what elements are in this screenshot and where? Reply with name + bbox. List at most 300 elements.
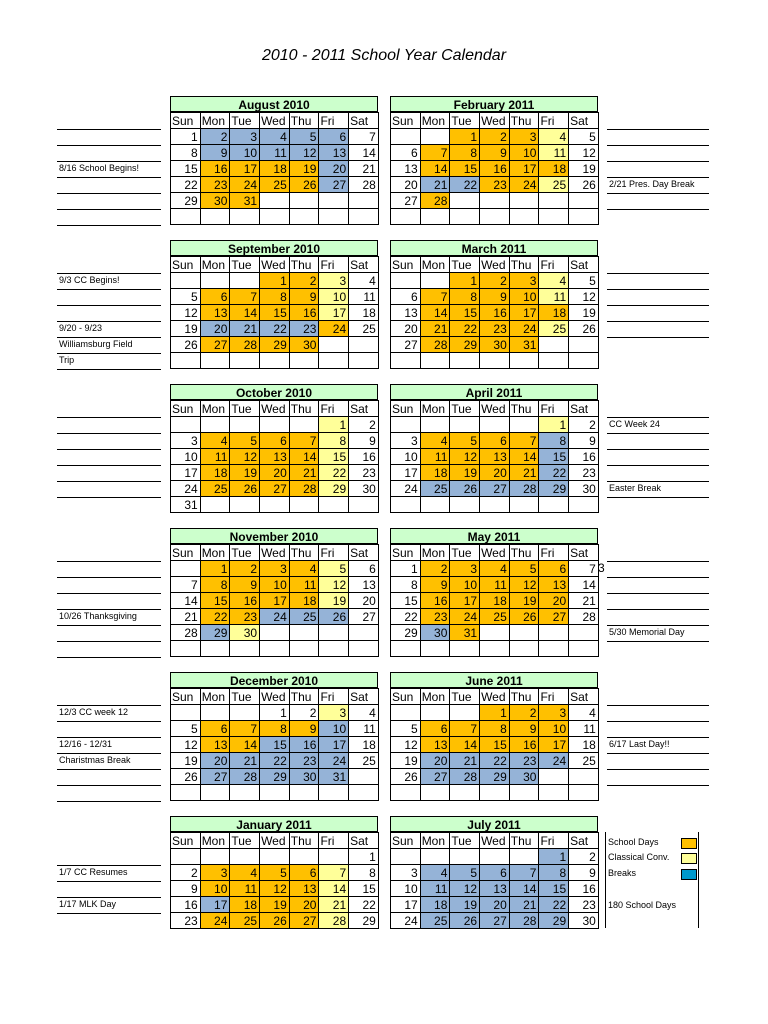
empty-cell (349, 193, 379, 209)
empty-cell (569, 337, 599, 353)
day-cell: 10 (509, 289, 539, 305)
empty-cell (569, 785, 599, 801)
day-cell: 1 (450, 273, 480, 289)
day-cell: 21 (569, 593, 599, 609)
day-cell: 13 (319, 145, 349, 161)
day-cell: 12 (569, 145, 599, 161)
day-cell: 22 (349, 897, 379, 913)
legend-classical-conv-swatch (681, 853, 697, 864)
weekday-label: Mon (200, 113, 230, 129)
day-cell: 15 (260, 737, 290, 753)
day-cell: 9 (289, 721, 319, 737)
empty-cell (480, 785, 510, 801)
legend-school-days-swatch (681, 838, 697, 849)
empty-cell (319, 625, 349, 641)
day-cell: 7 (349, 129, 379, 145)
month-header: March 2011 (390, 240, 598, 256)
note-thanksgiving: 10/26 Thanksgiving (59, 611, 137, 621)
empty-cell (420, 273, 450, 289)
month-grid (170, 400, 379, 513)
day-cell: 25 (420, 913, 450, 929)
weekday-label: Sun (171, 257, 201, 273)
day-cell: 15 (319, 449, 349, 465)
month-grid (390, 400, 599, 513)
week-row (171, 865, 379, 881)
empty-cell (539, 769, 569, 785)
weekday-label: Thu (289, 401, 319, 417)
week-row (171, 161, 379, 177)
legend-school-days-label: School Days (608, 837, 659, 847)
weekday-label: Thu (509, 401, 539, 417)
month-june-2011 (390, 672, 598, 801)
day-cell: 30 (349, 481, 379, 497)
empty-cell (289, 641, 319, 657)
day-cell: 17 (230, 161, 260, 177)
note-school-begins: 8/16 School Begins! (59, 163, 140, 173)
weekday-label: Tue (450, 689, 480, 705)
day-cell: 14 (569, 577, 599, 593)
day-cell: 15 (391, 593, 421, 609)
weekday-label: Fri (319, 545, 349, 561)
week-row (391, 849, 599, 865)
empty-cell (509, 641, 539, 657)
empty-cell (420, 353, 450, 369)
empty-cell (349, 209, 379, 225)
weekday-label: Tue (450, 545, 480, 561)
day-cell: 14 (349, 145, 379, 161)
day-cell: 5 (569, 273, 599, 289)
day-cell: 19 (509, 593, 539, 609)
day-cell: 16 (171, 897, 201, 913)
day-cell: 21 (420, 177, 450, 193)
day-cell: 4 (539, 129, 569, 145)
day-cell: 29 (349, 913, 379, 929)
day-cell: 14 (230, 305, 260, 321)
day-cell: 3 (171, 433, 201, 449)
day-cell: 15 (171, 161, 201, 177)
day-cell: 25 (349, 321, 379, 337)
month-march-2011 (390, 240, 598, 369)
weekday-label: Sat (349, 113, 379, 129)
month-grid (170, 832, 379, 929)
day-cell: 7 (509, 865, 539, 881)
week-row (391, 609, 599, 625)
weekday-label: Wed (480, 401, 510, 417)
note-mlk-day: 1/17 MLK Day (59, 899, 117, 909)
day-cell: 7 (420, 145, 450, 161)
week-row (171, 289, 379, 305)
empty-cell (171, 417, 201, 433)
day-cell: 29 (539, 913, 569, 929)
day-cell: 17 (260, 593, 290, 609)
day-cell: 25 (260, 177, 290, 193)
weekday-label: Mon (420, 113, 450, 129)
day-cell: 5 (450, 865, 480, 881)
empty-cell (450, 641, 480, 657)
day-cell: 3 (450, 561, 480, 577)
empty-cell (230, 209, 260, 225)
weekday-label: Fri (539, 257, 569, 273)
week-row (391, 577, 599, 593)
weekday-label: Sat (349, 401, 379, 417)
empty-cell (391, 417, 421, 433)
empty-cell (349, 769, 379, 785)
empty-cell (319, 353, 349, 369)
day-cell: 9 (200, 145, 230, 161)
empty-cell (480, 209, 510, 225)
month-header: August 2010 (170, 96, 378, 112)
day-cell: 26 (230, 481, 260, 497)
day-cell: 1 (450, 129, 480, 145)
day-cell: 5 (569, 129, 599, 145)
day-cell: 27 (391, 337, 421, 353)
day-cell: 17 (391, 465, 421, 481)
weekday-label: Fri (319, 689, 349, 705)
day-cell: 8 (260, 289, 290, 305)
weekday-label: Thu (289, 545, 319, 561)
day-cell: 18 (539, 305, 569, 321)
day-cell: 11 (289, 577, 319, 593)
day-cell: 22 (391, 609, 421, 625)
week-row (171, 449, 379, 465)
day-cell: 10 (200, 881, 230, 897)
weekday-label: Thu (289, 689, 319, 705)
week-row (171, 481, 379, 497)
day-cell: 27 (391, 193, 421, 209)
day-cell: 14 (509, 449, 539, 465)
day-cell: 12 (230, 449, 260, 465)
day-cell: 13 (420, 737, 450, 753)
empty-cell (569, 769, 599, 785)
day-cell: 11 (539, 289, 569, 305)
day-cell: 5 (450, 433, 480, 449)
empty-cell (450, 209, 480, 225)
day-cell: 28 (171, 625, 201, 641)
weekday-label: Fri (319, 833, 349, 849)
day-cell: 3 (230, 129, 260, 145)
note-cc-week-24: CC Week 24 (609, 419, 660, 429)
legend-total-label: 180 School Days (608, 900, 677, 910)
empty-cell (539, 353, 569, 369)
day-cell: 23 (230, 609, 260, 625)
day-cell: 18 (420, 465, 450, 481)
day-cell: 28 (230, 769, 260, 785)
day-cell: 10 (171, 449, 201, 465)
weekday-label: Wed (480, 689, 510, 705)
note-presidents-day: 2/21 Pres. Day Break (609, 179, 695, 189)
day-cell: 27 (260, 481, 290, 497)
empty-cell (230, 785, 260, 801)
note-williamsburg-dates: 9/20 - 9/23 (59, 323, 103, 333)
empty-cell (319, 785, 349, 801)
day-cell: 29 (260, 337, 290, 353)
note-memorial-day: 5/30 Memorial Day (609, 627, 685, 637)
day-cell: 21 (349, 161, 379, 177)
day-cell: 15 (450, 305, 480, 321)
day-cell: 1 (319, 417, 349, 433)
weekday-label: Mon (200, 257, 230, 273)
day-cell: 8 (539, 865, 569, 881)
day-cell: 15 (539, 449, 569, 465)
day-cell: 27 (200, 769, 230, 785)
day-cell: 3 (391, 865, 421, 881)
day-cell: 22 (450, 177, 480, 193)
day-cell: 26 (450, 913, 480, 929)
legend-breaks-label: Breaks (608, 868, 637, 878)
day-cell: 19 (230, 465, 260, 481)
week-row (391, 785, 599, 801)
day-cell: 17 (509, 305, 539, 321)
empty-cell (289, 209, 319, 225)
empty-cell (260, 625, 290, 641)
day-cell: 19 (289, 161, 319, 177)
day-cell: 2 (349, 417, 379, 433)
empty-cell (260, 849, 290, 865)
day-cell: 24 (391, 913, 421, 929)
day-cell: 13 (349, 577, 379, 593)
day-cell: 8 (391, 577, 421, 593)
day-cell: 20 (480, 897, 510, 913)
day-cell: 24 (509, 321, 539, 337)
weekday-label: Sat (569, 545, 599, 561)
empty-cell (539, 641, 569, 657)
day-cell: 9 (569, 433, 599, 449)
day-cell: 14 (509, 881, 539, 897)
day-cell: 17 (539, 737, 569, 753)
day-cell: 16 (480, 161, 510, 177)
day-cell: 26 (260, 913, 290, 929)
day-cell: 24 (509, 177, 539, 193)
day-cell: 15 (200, 593, 230, 609)
day-cell: 2 (569, 849, 599, 865)
day-cell: 17 (509, 161, 539, 177)
empty-cell (539, 337, 569, 353)
empty-cell (289, 497, 319, 513)
day-cell: 20 (480, 465, 510, 481)
day-cell: 26 (171, 769, 201, 785)
week-row (391, 481, 599, 497)
empty-cell (349, 625, 379, 641)
week-row (171, 609, 379, 625)
empty-cell (391, 353, 421, 369)
day-cell: 5 (391, 721, 421, 737)
weekday-label: Tue (230, 545, 260, 561)
note-last-day: 6/17 Last Day!! (609, 739, 670, 749)
weekday-label: Wed (260, 689, 290, 705)
empty-cell (450, 849, 480, 865)
day-cell: 22 (171, 177, 201, 193)
day-cell: 15 (539, 881, 569, 897)
day-cell: 11 (539, 145, 569, 161)
day-cell: 31 (319, 769, 349, 785)
week-row (391, 769, 599, 785)
day-cell: 25 (289, 609, 319, 625)
day-cell: 26 (319, 609, 349, 625)
day-cell: 23 (349, 465, 379, 481)
day-cell: 25 (569, 753, 599, 769)
day-cell: 7 (230, 721, 260, 737)
month-april-2011 (390, 384, 598, 513)
day-cell: 20 (260, 465, 290, 481)
empty-cell (349, 337, 379, 353)
day-cell: 6 (539, 561, 569, 577)
month-july-2011 (390, 816, 598, 929)
weekday-label: Sat (349, 257, 379, 273)
day-cell: 21 (509, 465, 539, 481)
day-cell: 30 (289, 337, 319, 353)
empty-cell (391, 849, 421, 865)
day-cell: 13 (200, 737, 230, 753)
empty-cell (569, 641, 599, 657)
day-cell: 22 (539, 465, 569, 481)
weekday-label: Tue (450, 257, 480, 273)
day-cell: 20 (200, 753, 230, 769)
day-cell: 19 (569, 305, 599, 321)
empty-cell (391, 273, 421, 289)
empty-cell (480, 849, 510, 865)
week-row (171, 433, 379, 449)
weekday-label: Tue (230, 833, 260, 849)
week-row (171, 849, 379, 865)
day-cell: 23 (200, 177, 230, 193)
empty-cell (319, 497, 349, 513)
weekday-label: Sun (391, 113, 421, 129)
empty-cell (539, 209, 569, 225)
weekday-label: Fri (319, 113, 349, 129)
empty-cell (569, 625, 599, 641)
day-cell: 2 (289, 273, 319, 289)
day-cell: 21 (230, 753, 260, 769)
day-cell: 12 (171, 737, 201, 753)
day-cell: 6 (200, 721, 230, 737)
week-row (171, 897, 379, 913)
day-cell: 23 (569, 465, 599, 481)
day-cell: 16 (230, 593, 260, 609)
empty-cell (200, 273, 230, 289)
weekday-label: Wed (260, 257, 290, 273)
day-cell: 28 (569, 609, 599, 625)
day-cell: 28 (450, 769, 480, 785)
day-cell: 19 (391, 753, 421, 769)
day-cell: 24 (230, 177, 260, 193)
day-cell: 29 (450, 337, 480, 353)
day-cell: 23 (509, 753, 539, 769)
weekday-label: Sun (391, 833, 421, 849)
week-row (171, 145, 379, 161)
weekday-label: Fri (539, 401, 569, 417)
day-cell: 27 (420, 769, 450, 785)
day-cell: 18 (260, 161, 290, 177)
month-grid (170, 256, 379, 369)
day-cell: 8 (200, 577, 230, 593)
day-cell: 9 (480, 289, 510, 305)
empty-cell (349, 641, 379, 657)
empty-cell (539, 497, 569, 513)
day-cell: 11 (569, 721, 599, 737)
empty-cell (450, 497, 480, 513)
note-cc-begins: 9/3 CC Begins! (59, 275, 120, 285)
weekday-label: Fri (539, 113, 569, 129)
weekday-label: Wed (480, 257, 510, 273)
week-row (391, 593, 599, 609)
day-cell: 23 (171, 913, 201, 929)
week-row (171, 753, 379, 769)
day-cell: 17 (200, 897, 230, 913)
day-cell: 24 (319, 753, 349, 769)
day-cell: 1 (349, 849, 379, 865)
day-cell: 12 (509, 577, 539, 593)
week-row (171, 497, 379, 513)
day-cell: 10 (391, 881, 421, 897)
day-cell: 23 (480, 177, 510, 193)
day-cell: 24 (200, 913, 230, 929)
day-cell: 3 (509, 129, 539, 145)
day-cell: 26 (569, 321, 599, 337)
empty-cell (289, 785, 319, 801)
empty-cell (539, 193, 569, 209)
week-row (171, 177, 379, 193)
day-cell: 21 (420, 321, 450, 337)
day-cell: 26 (289, 177, 319, 193)
empty-cell (480, 193, 510, 209)
weekday-label: Sun (391, 545, 421, 561)
day-cell: 20 (391, 321, 421, 337)
empty-cell (200, 209, 230, 225)
day-cell: 25 (420, 481, 450, 497)
week-row (171, 641, 379, 657)
weekday-label: Tue (230, 257, 260, 273)
day-cell: 16 (569, 881, 599, 897)
day-cell: 15 (260, 305, 290, 321)
week-row (171, 465, 379, 481)
week-row (391, 417, 599, 433)
empty-cell (230, 353, 260, 369)
month-september-2010 (170, 240, 378, 369)
empty-cell (420, 785, 450, 801)
legend (605, 832, 705, 928)
empty-cell (230, 705, 260, 721)
weekday-label: Tue (450, 833, 480, 849)
day-cell: 22 (260, 321, 290, 337)
empty-cell (391, 785, 421, 801)
day-cell: 1 (171, 129, 201, 145)
empty-cell (260, 417, 290, 433)
empty-cell (200, 353, 230, 369)
month-february-2011 (390, 96, 598, 225)
day-cell: 16 (480, 305, 510, 321)
weekday-label: Mon (200, 833, 230, 849)
day-cell: 21 (289, 465, 319, 481)
day-cell: 5 (509, 561, 539, 577)
day-cell: 31 (450, 625, 480, 641)
day-cell: 14 (450, 737, 480, 753)
week-row (171, 881, 379, 897)
week-row (171, 321, 379, 337)
day-cell: 11 (420, 449, 450, 465)
empty-cell (391, 129, 421, 145)
day-cell: 1 (480, 705, 510, 721)
weekday-label: Mon (420, 689, 450, 705)
day-cell: 11 (200, 449, 230, 465)
week-row (171, 593, 379, 609)
week-row (171, 305, 379, 321)
empty-cell (420, 705, 450, 721)
empty-cell (171, 849, 201, 865)
day-cell: 9 (569, 865, 599, 881)
weekday-label: Wed (260, 113, 290, 129)
week-row (391, 129, 599, 145)
day-cell: 25 (200, 481, 230, 497)
